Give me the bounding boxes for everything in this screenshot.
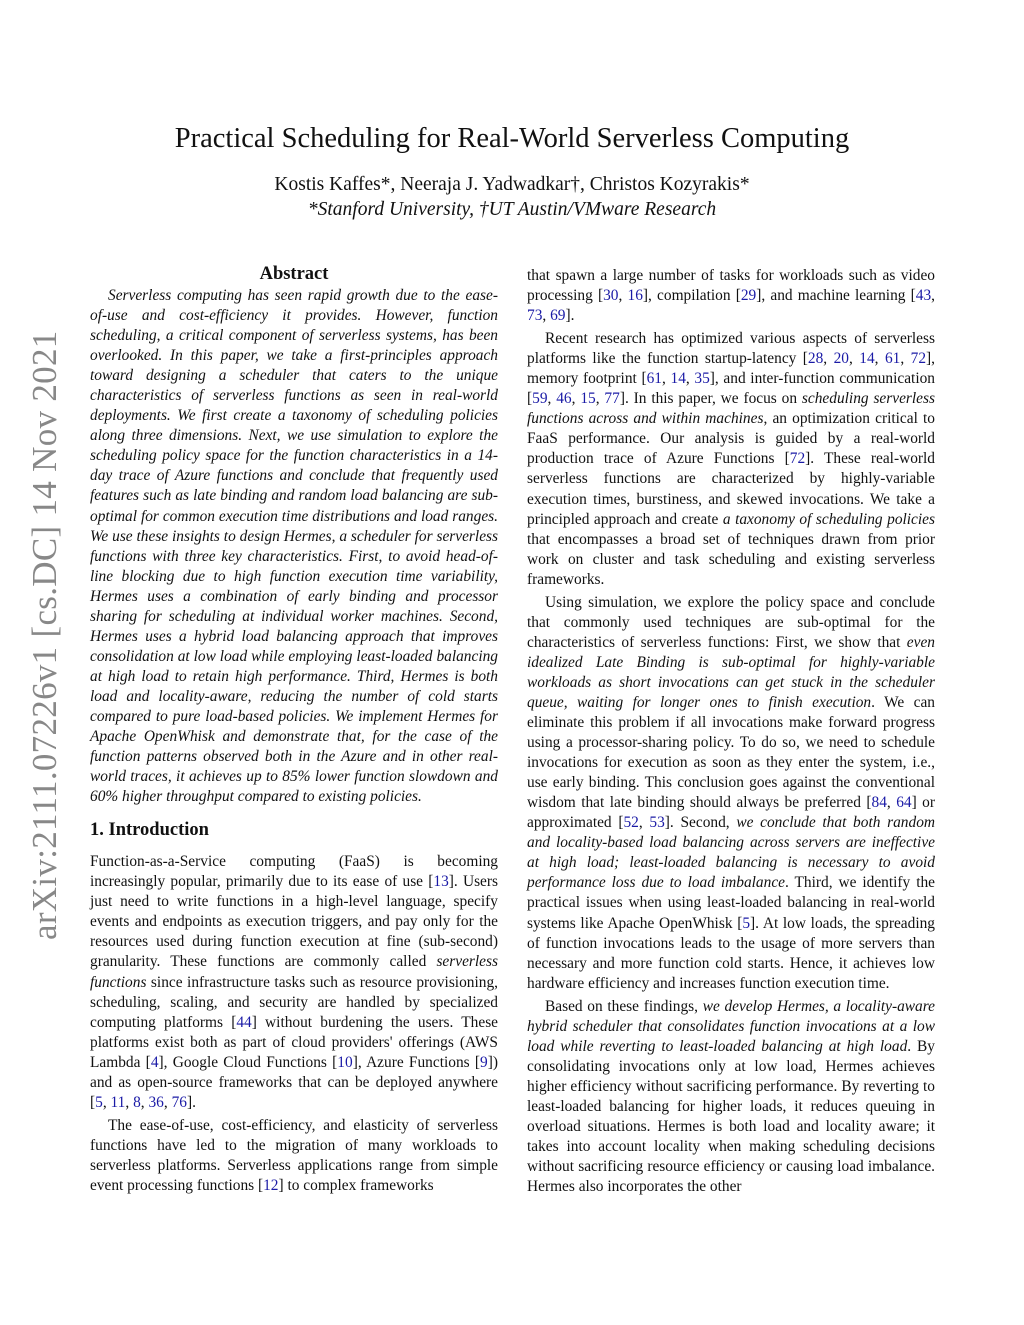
- citation-link[interactable]: 16: [627, 287, 643, 305]
- intro-paragraph-2: The ease-of-use, cost-efficiency, and elasticity of serverless functions have led to the migration of many workloads to serverless platforms. Serverless applications range from simple event processing functions [12] to complex frameworks: [90, 1116, 498, 1194]
- citation-link[interactable]: 77: [604, 390, 620, 408]
- intro-paragraph-5: Based on these findings, we develop Hermes, a locality-aware hybrid scheduler that consolidates function invocations at a low load while reverting to least-loaded balancing at high load. By consolidating invocations only at low load, Hermes achieves higher efficiency without sacrificing performance. By reverting to least-loaded balancing for higher loads, it reduces queuing in overload situations. Hermes is both load and locality aware; it takes into account locality when making scheduling decisions without sacrificing resource efficiency or causing load imbalance. Hermes also incorporates the other: [527, 997, 935, 1196]
- citation-link[interactable]: 76: [171, 1093, 187, 1111]
- citation-link[interactable]: 73: [527, 307, 543, 325]
- citation-link[interactable]: 43: [915, 287, 932, 305]
- citation-link[interactable]: 64: [896, 794, 912, 812]
- citation-link[interactable]: 61: [646, 370, 662, 388]
- citation-link[interactable]: 9: [480, 1053, 488, 1071]
- arxiv-identifier-stamp[interactable]: arXiv:2111.07226v1 [cs.DC] 14 Nov 2021: [25, 330, 64, 940]
- citation-link[interactable]: 84: [871, 794, 887, 812]
- citation-link[interactable]: 72: [910, 350, 927, 368]
- citation-link[interactable]: 5: [95, 1093, 103, 1111]
- citation-link[interactable]: 15: [580, 390, 596, 408]
- citation-link[interactable]: 44: [236, 1013, 252, 1031]
- citation-link[interactable]: 20: [833, 350, 849, 368]
- citation-link[interactable]: 72: [789, 450, 806, 468]
- emphasis-text: scheduling serverless functions across and within machines: [527, 390, 935, 428]
- citation-link[interactable]: 14: [859, 350, 875, 368]
- citation-link[interactable]: 53: [649, 814, 665, 832]
- citation-link[interactable]: 52: [623, 814, 639, 832]
- section-heading-introduction: 1. Introduction: [90, 820, 209, 841]
- citation-link[interactable]: 35: [694, 370, 710, 388]
- citation-link[interactable]: 4: [150, 1053, 159, 1071]
- intro-paragraph-2-continued: that spawn a large number of tasks for workloads such as video processing [30, 16], compilation [29], and machine learning [43, 73, 69].: [527, 267, 935, 325]
- intro-paragraph-1: Function-as-a-Service computing (FaaS) is becoming increasingly popular, primarily due to its ease of use [13]. Users just need to write functions in a high-level language, specify events and endpoints as execution triggers, and pay only for the resources used during function execution at fine (sub-second) granularity. These functions are commonly called serverless functions since infrastructure tasks such as resource provisioning, scheduling, scaling, and security are handled by specialized computing platforms [44] without burdening the users. These platforms exist both as part of cloud providers' offerings (AWS Lambda [4], Google Cloud Functions [10], Azure Functions [9]) and as open-source frameworks that can be deployed anywhere [5, 11, 8, 36, 76].: [90, 853, 499, 1111]
- paper-title: Practical Scheduling for Real-World Serverless Computing: [174, 123, 850, 154]
- citation-link[interactable]: 10: [337, 1053, 353, 1071]
- abstract-heading: Abstract: [259, 264, 329, 284]
- emphasis-text: we develop Hermes, a locality-aware hybrid scheduler that consolidates function invocations at a low load while reverting to least-loaded balancing at high load: [527, 997, 935, 1055]
- emphasis-text: even idealized Late Binding is sub-optimal for highly-variable workloads as short invocations can get stuck in the scheduler queue, waiting for longer ones to finish execution: [527, 633, 935, 711]
- citation-link[interactable]: 13: [433, 873, 449, 891]
- citation-link[interactable]: 36: [148, 1093, 164, 1111]
- emphasis-text: a taxonomy of scheduling policies: [722, 510, 935, 528]
- citation-link[interactable]: 46: [556, 390, 572, 408]
- paper-affiliations: *Stanford University, †UT Austin/VMware Research: [307, 199, 717, 220]
- emphasis-text: serverless functions: [90, 953, 498, 991]
- citation-link[interactable]: 11: [110, 1093, 126, 1111]
- intro-paragraph-4: Using simulation, we explore the policy space and conclude that commonly used techniques are sub-optimal for the characteristics of serverless functions: First, we show that even idealized Late Binding is sub-optimal for highly-variable workloads as short invocations can get stuck in the scheduler queue, waiting for longer ones to finish execution. We can eliminate this problem if all invocations make forward progress using a processor-sharing policy. To do so, we need to schedule invocations for execution as soon as they enter the system, i.e., use early binding. This conclusion goes against the conventional wisdom that late binding should always be preferred [84, 64] or approximated [52, 53]. Second, we conclude that both random and locality-based load balancing across servers are ineffective at high load; least-loaded balancing is necessary to avoid performance loss due to load imbalance. Third, we identify the practical issues when using least-loaded balancing in real-world systems like Apache OpenWhisk [5]. At low loads, the spreading of function invocations leads to the usage of more servers than necessary and more function cold starts. Hence, it achieves low hardware efficiency and increases function execution time.: [527, 593, 936, 992]
- right-column: [527, 266, 935, 1197]
- citation-link[interactable]: 69: [550, 307, 566, 325]
- citation-link[interactable]: 29: [740, 287, 757, 305]
- citation-link[interactable]: 61: [884, 350, 901, 368]
- citation-link[interactable]: 59: [532, 390, 548, 408]
- emphasis-text: we conclude that both random and locality-based load balancing across servers are ineffective at high load; least-loaded balancing is necessary to avoid performance loss due to load imbalance: [527, 814, 936, 892]
- citation-link[interactable]: 8: [133, 1093, 141, 1111]
- citation-link[interactable]: 14: [670, 370, 686, 388]
- intro-paragraph-3: Recent research has optimized various aspects of serverless platforms like the function startup-latency [28, 20, 14, 61, 72], memory footprint [61, 14, 35], and inter-function communication [59, 46, 15, 77]. In this paper, we focus on scheduling serverless functions across and within machines, an optimization critical to FaaS performance. Our analysis is guided by a real-world production trace of Azure Functions [72]. These real-world serverless functions are characterized by highly-variable execution times, burstiness, and skewed invocations. We take a principled approach and create a taxonomy of scheduling policies that encompasses a broad set of techniques drawn from prior work on cluster and task scheduling and existing serverless frameworks.: [527, 330, 936, 588]
- citation-link[interactable]: 28: [807, 350, 824, 368]
- citation-link[interactable]: 30: [603, 287, 619, 305]
- abstract-text: Serverless computing has seen rapid growth due to the ease-of-use and cost-efficiency it provides. However, function scheduling, a critical component of serverless systems, has been overlooked. In this paper, we take a first-principles approach toward designing a scheduler that caters to the unique characteristics of serverless functions as seen in real-world deployments. We first create a taxonomy of scheduling policies along three dimensions. Next, we use simulation to explore the scheduling policy space for the function characteristics in a 14-day trace of Azure functions and conclude that frequently used features such as late binding and random load balancing are sub-optimal for common execution time distributions and load ranges. We use these insights to design Hermes, a scheduler for serverless functions with three key characteristics. First, to avoid head-of-line blocking due to high function execution time variability, Hermes uses a combination of early binding and processor sharing for scheduling at individual worker machines. Second, Hermes uses a hybrid load balancing approach that improves consolidation at low load while employing least-loaded balancing at high load to retain high performance. Third, Hermes is both load and locality-aware, reducing the number of cold starts compared to pure load-based policies. We implement Hermes for Apache OpenWhisk and demonstrate that, for the case of the function patterns observed both in the Azure and in other real-world traces, it achieves up to 85% lower function slowdown and 60% higher throughput compared to existing policies.: [90, 287, 498, 806]
- paper-authors: Kostis Kaffes*, Neeraja J. Yadwadkar†, Christos Kozyrakis*: [274, 174, 750, 195]
- citation-link[interactable]: 12: [263, 1176, 279, 1194]
- citation-link[interactable]: 5: [742, 914, 751, 932]
- left-column: [90, 263, 498, 1196]
